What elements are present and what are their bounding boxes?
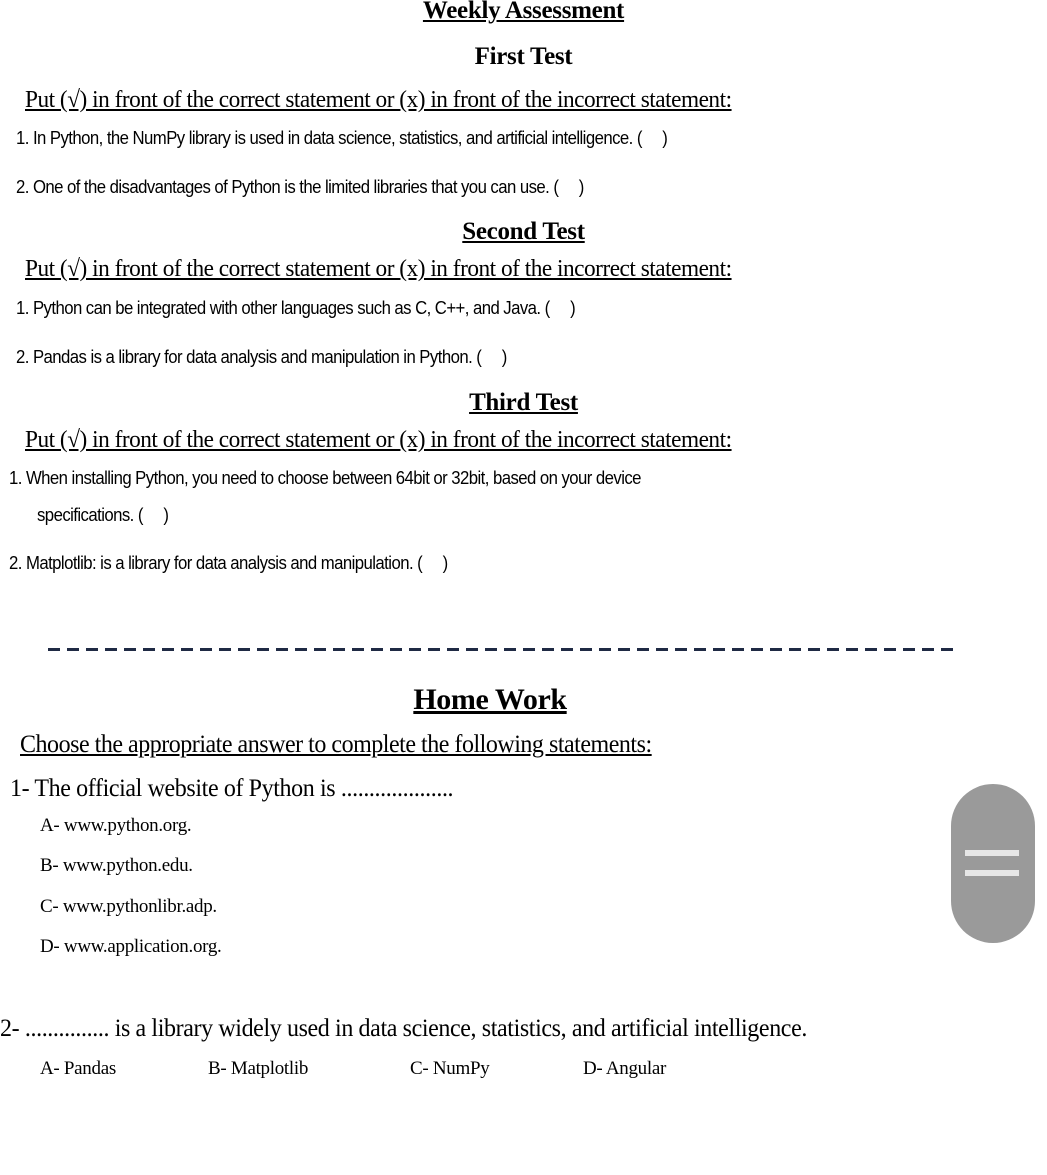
statement-text: 2. Pandas is a library for data analysis and manipulation in Python. ( [16, 347, 482, 367]
floating-drag-handle[interactable] [951, 784, 1035, 943]
third-test-statement-2 [9, 553, 448, 574]
third-test-statement-1-cont [37, 505, 168, 526]
question-2-option-d[interactable]: D- Angular [583, 1058, 667, 1079]
first-test-instruction: Put (√) in front of the correct statement or (x) in front of the incorrect statement: [25, 87, 732, 113]
question-2: 2- ............... is a library widely used in data science, statistics, and artificial intelligence. [0, 1015, 807, 1042]
statement-text: 2. Matplotlib: is a library for data analysis and manipulation. ( [9, 553, 423, 573]
statement-text: 1. In Python, the NumPy library is used in data science, statistics, and artificial intelligence. ( [16, 128, 642, 148]
question-2-option-c[interactable]: C- NumPy [410, 1058, 490, 1079]
statement-text: 1. Python can be integrated with other languages such as C, C++, and Java. ( [16, 298, 550, 318]
close-paren: ) [163, 505, 169, 525]
question-2-option-a[interactable]: A- Pandas [40, 1058, 116, 1079]
homework-instruction: Choose the appropriate answer to complete the following statements: [20, 731, 652, 758]
second-test-instruction: Put (√) in front of the correct statement or (x) in front of the incorrect statement: [25, 256, 732, 282]
statement-text: specifications. ( [37, 505, 143, 525]
question-2-option-b[interactable]: B- Matplotlib [208, 1058, 309, 1079]
first-test-statement-2 [16, 177, 584, 198]
close-paren: ) [662, 128, 668, 148]
second-test-statement-1 [16, 298, 575, 319]
second-test-statement-2 [16, 347, 507, 368]
first-test-statement-1 [16, 128, 667, 149]
question-1-option-c[interactable]: C- www.pythonlibr.adp. [40, 896, 217, 917]
homework-title: Home Work [413, 683, 567, 716]
question-1: 1- The official website of Python is .................... [10, 775, 454, 802]
question-1-option-a[interactable]: A- www.python.org. [40, 815, 192, 836]
dashed-divider [48, 648, 956, 651]
third-test-title: Third Test [469, 389, 578, 416]
question-1-option-d[interactable]: D- www.application.org. [40, 936, 222, 957]
close-paren: ) [578, 177, 584, 197]
close-paren: ) [442, 553, 448, 573]
third-test-instruction: Put (√) in front of the correct statement or (x) in front of the incorrect statement: [25, 427, 732, 453]
statement-text: 2. One of the disadvantages of Python is the limited libraries that you can use. ( [16, 177, 559, 197]
page-title: Weekly Assessment [422, 0, 625, 24]
question-1-option-b[interactable]: B- www.python.edu. [40, 855, 193, 876]
third-test-statement-1: 1. When installing Python, you need to choose between 64bit or 32bit, based on your device [9, 468, 641, 488]
first-test-title: First Test [474, 43, 573, 70]
close-paren: ) [501, 347, 507, 367]
close-paren: ) [570, 298, 576, 318]
second-test-title: Second Test [462, 218, 585, 245]
